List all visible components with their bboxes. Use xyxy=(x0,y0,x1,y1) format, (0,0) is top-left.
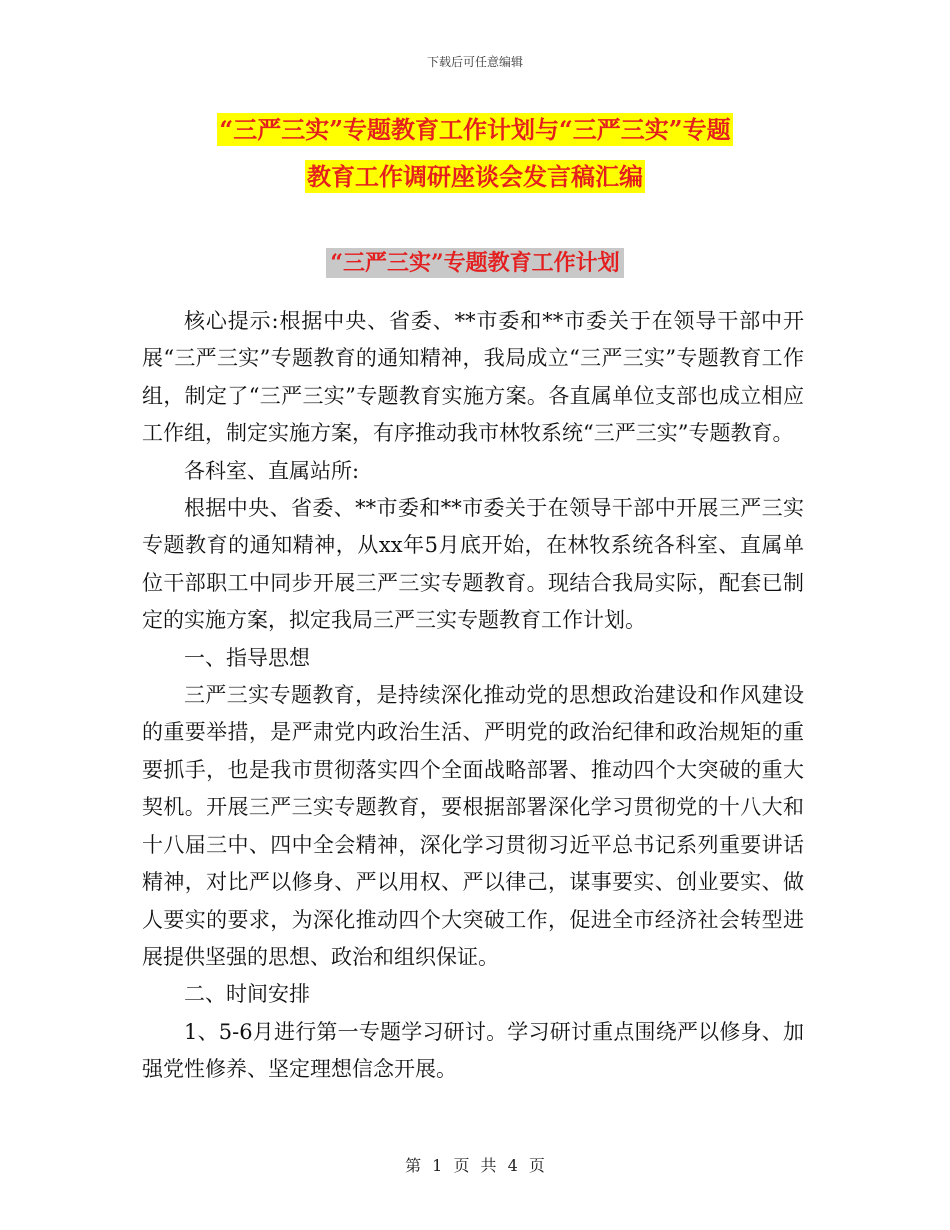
document-title-line-1 xyxy=(0,110,950,145)
title-line-2-text: 教育工作调研座谈会发言稿汇编 xyxy=(307,162,643,191)
paragraph-core-tip: 核心提示:根据中央、省委、**市委和**市委关于在领导干部中开展“三严三实”专题教育的通知精神，我局成立“三严三实”专题教育工作组，制定了“三严三实”专题教育实施方案。各直属单位支部也成立相应工作组，制定实施方案，有序推动我市林牧系统“三严三实”专题教育。 xyxy=(142,309,804,446)
title-line-1-text: “三严三实”专题教育工作计划与“三严三实”专题 xyxy=(219,115,731,144)
page-header-note: 下载后可任意编辑 xyxy=(426,55,523,69)
document-body xyxy=(142,303,804,1089)
section-title-text: “三严三实”专题教育工作计划 xyxy=(326,248,623,278)
document-title-line-2 xyxy=(0,157,950,192)
page-footer: 第 1 页 共 4 页 xyxy=(405,1156,545,1175)
paragraph-intro: 根据中央、省委、**市委和**市委关于在领导干部中开展三严三实专题教育的通知精神，从xx年5月底开始，在林牧系统各科室、直属单位干部职工中同步开展三严三实专题教育。现结合我局实际，配套已制定的实施方案，拟定我局三严三实专题教育工作计划。 xyxy=(142,496,804,633)
heading-time-arrangement: 二、时间安排 xyxy=(184,982,310,1007)
section-title xyxy=(0,246,950,277)
paragraph-guiding-thought: 三严三实专题教育，是持续深化推动党的思想政治建设和作风建设的重要举措，是严肃党内政治生活、严明党的政治纪律和政治规矩的重要抓手，也是我市贯彻落实四个全面战略部署、推动四个大突破的重大契机。开展三严三实专题教育，要根据部署深化学习贯彻党的十八大和十八届三中、四中全会精神，深化学习贯彻习近平总书记系列重要讲话精神，对比严以修身、严以用权、严以律己，谋事要实、创业要实、做人要实的要求，为深化推动四个大突破工作，促进全市经济社会转型进展提供坚强的思想、政治和组织保证。 xyxy=(142,683,804,969)
paragraph-salutation: 各科室、直属站所: xyxy=(184,458,360,483)
heading-guiding-thought: 一、指导思想 xyxy=(184,645,310,670)
paragraph-time-item-1: 1、5-6月进行第一专题学习研讨。学习研讨重点围绕严以修身、加强党性修养、坚定理想信念开展。 xyxy=(142,1019,804,1082)
